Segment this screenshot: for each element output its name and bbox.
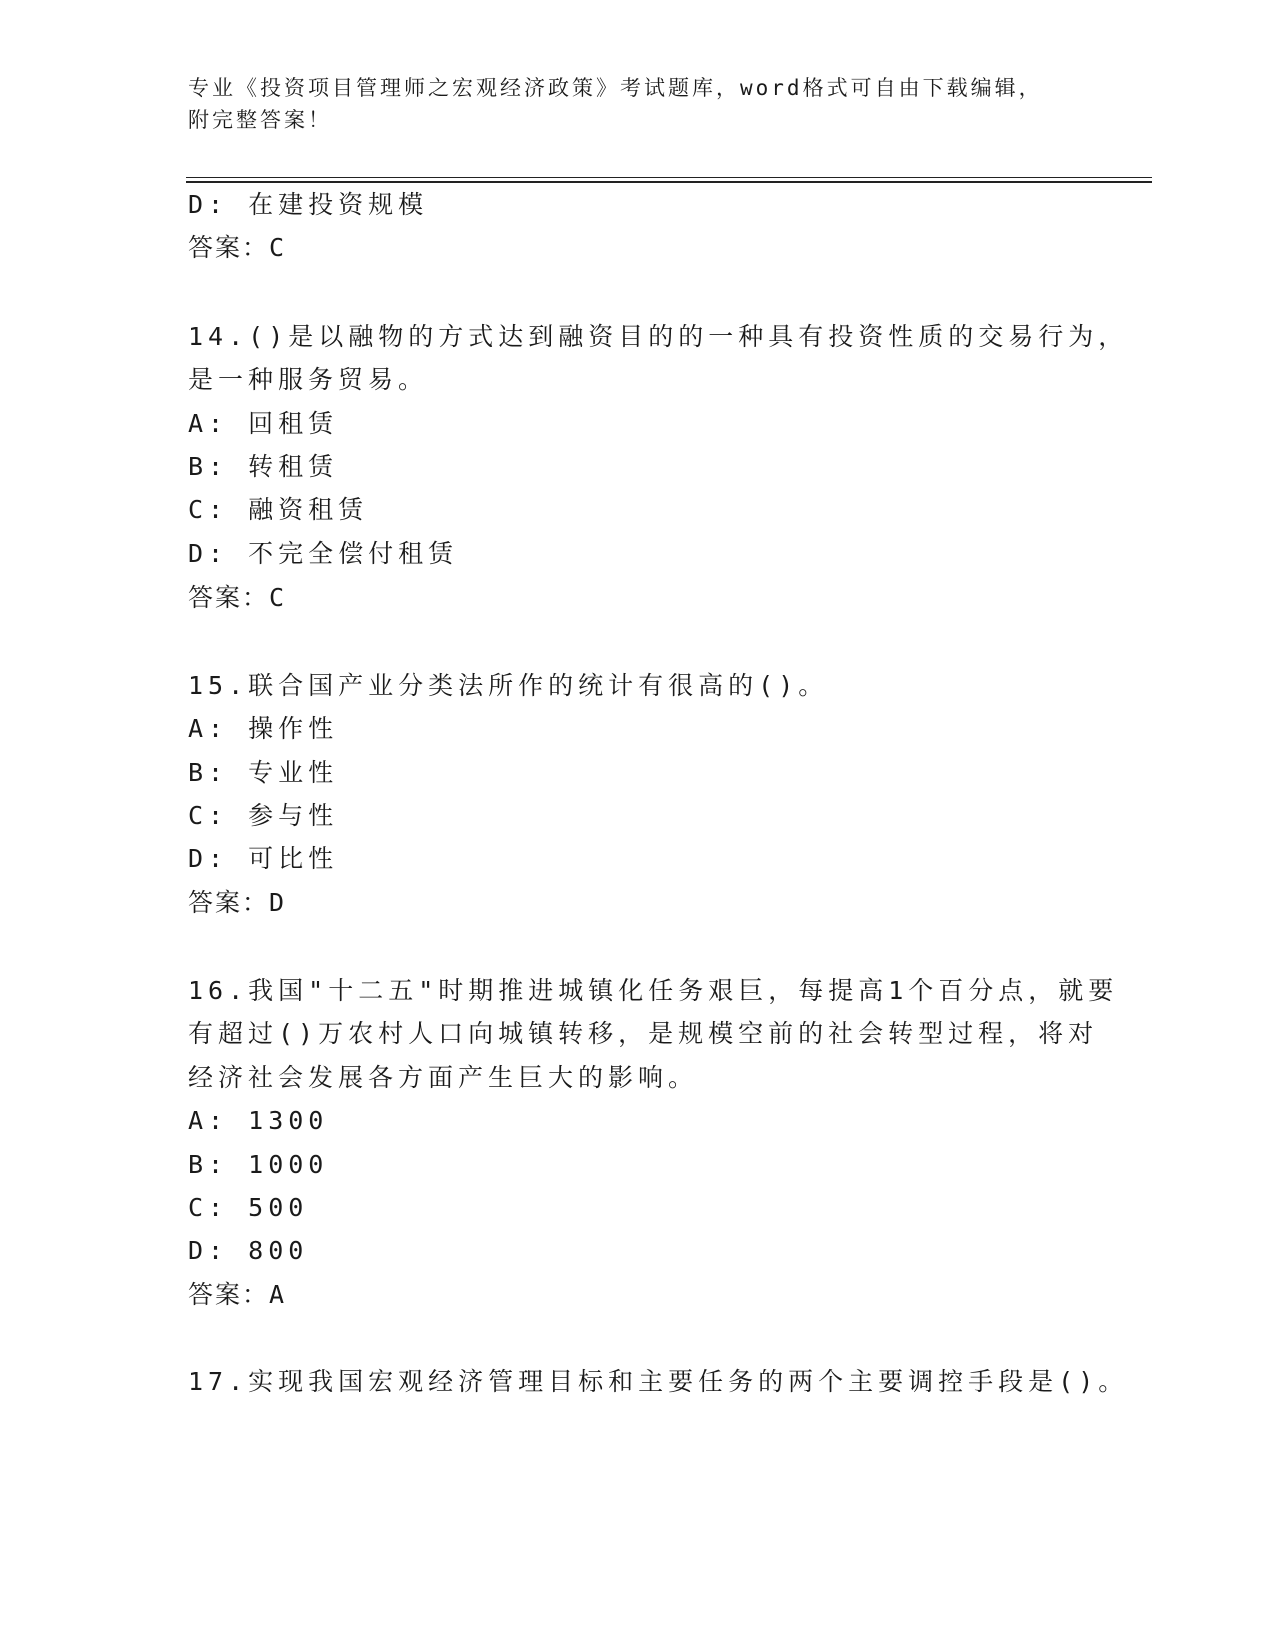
q15-answer: 答案：D	[188, 888, 287, 917]
q14-stem-line-1: 14.()是以融物的方式达到融资目的的一种具有投资性质的交易行为，	[188, 322, 1129, 351]
q16-stem-line-2: 有超过()万农村人口向城镇转移，是规模空前的社会转型过程，将对	[188, 1019, 1099, 1048]
q17-stem-line-1: 17.实现我国宏观经济管理目标和主要任务的两个主要调控手段是()。	[188, 1367, 1129, 1396]
q14-option-b: B: 转租赁	[188, 452, 339, 481]
q15-option-a: A: 操作性	[188, 714, 339, 743]
document-header	[188, 72, 1088, 136]
q16-option-a: A: 1300	[188, 1106, 329, 1135]
q16-stem-line-1: 16.我国"十二五"时期推进城镇化任务艰巨，每提高1个百分点，就要	[188, 976, 1119, 1005]
q16-stem-line-3: 经济社会发展各方面产生巨大的影响。	[188, 1063, 699, 1092]
prev-answer: 答案：C	[188, 233, 287, 262]
header-rule-thin	[186, 177, 1152, 178]
q16-option-c: C: 500	[188, 1193, 309, 1222]
q14-option-c: C: 融资租赁	[188, 495, 369, 524]
header-line-2: 附完整答案！	[188, 108, 332, 132]
q16-option-d: D: 800	[188, 1236, 309, 1265]
q16-option-b: B: 1000	[188, 1150, 329, 1179]
header-rule-thick	[186, 181, 1152, 183]
q15-stem-line-1: 15.联合国产业分类法所作的统计有很高的()。	[188, 671, 829, 700]
header-line-1: 专业《投资项目管理师之宏观经济政策》考试题库，word格式可自由下载编辑，	[188, 76, 1043, 100]
q14-option-a: A: 回租赁	[188, 409, 339, 438]
q14-answer: 答案：C	[188, 583, 287, 612]
q15-option-c: C: 参与性	[188, 801, 339, 830]
q14-stem-line-2: 是一种服务贸易。	[188, 365, 429, 394]
q16-answer: 答案：A	[188, 1280, 287, 1309]
prev-option-d: D: 在建投资规模	[188, 190, 429, 219]
q15-option-d: D: 可比性	[188, 844, 339, 873]
q15-option-b: B: 专业性	[188, 758, 339, 787]
q14-option-d: D: 不完全偿付租赁	[188, 539, 459, 568]
